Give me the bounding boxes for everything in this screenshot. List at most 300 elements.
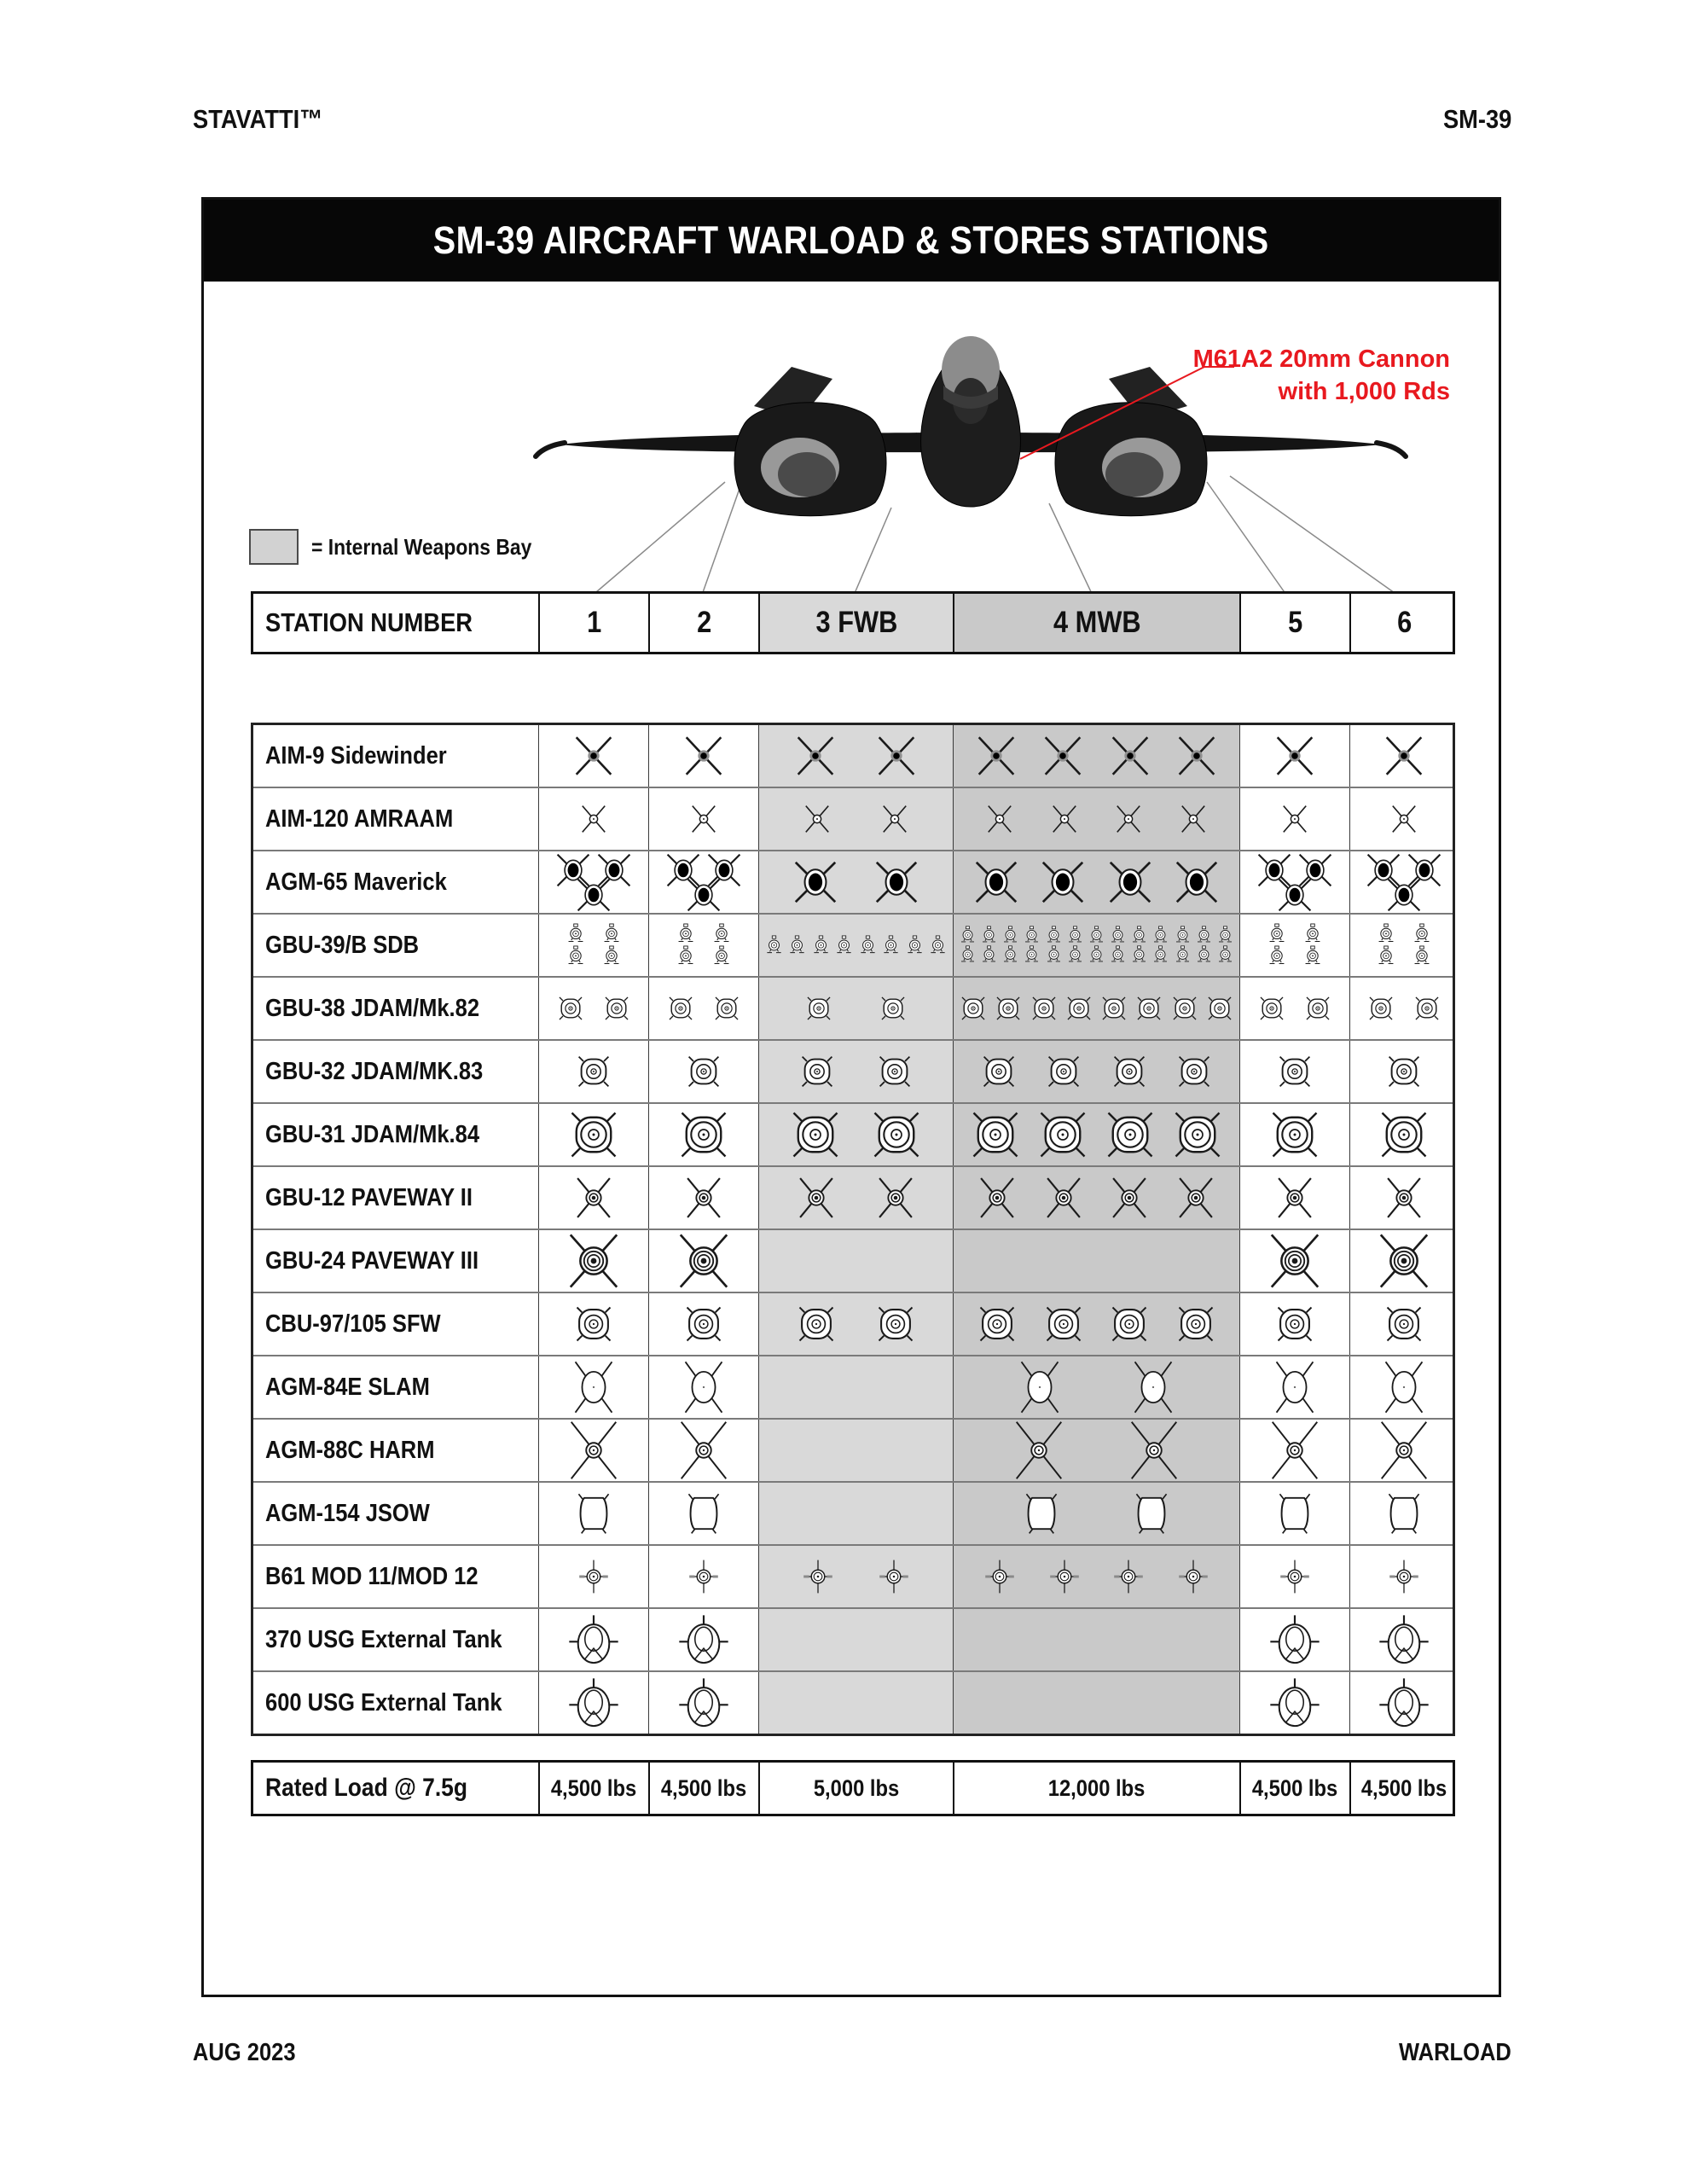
b61-icon (800, 1559, 836, 1594)
stores-cell (1349, 1167, 1458, 1228)
stores-cell (1349, 1483, 1458, 1544)
aim120-icon (685, 800, 722, 838)
gbu12-icon (1106, 1175, 1152, 1221)
stores-cell (648, 1041, 758, 1102)
gbu39-icon (810, 935, 832, 956)
gbu39-icon (1129, 926, 1149, 945)
agm65-icon (1275, 875, 1314, 914)
stores-cell (758, 1167, 953, 1228)
stores-icon-row (539, 945, 648, 967)
stores-icon-row (1240, 1491, 1349, 1536)
gbu39-icon (1151, 926, 1170, 945)
doc-code: SM-39 (1442, 104, 1511, 134)
stores-cell (758, 1546, 953, 1607)
gbu39-icon (1087, 926, 1106, 945)
weapon-label: GBU-38 JDAM/Mk.82 (265, 994, 480, 1022)
aim120-icon (1385, 800, 1423, 838)
weapon-label: AIM-120 AMRAAM (265, 804, 454, 833)
stores-icon-row (1240, 923, 1349, 945)
weapon-label: AGM-65 Maverick (265, 868, 447, 896)
agm88-icon (1265, 1420, 1325, 1480)
stores-cell (1239, 1041, 1349, 1102)
stores-icon-row (539, 731, 648, 781)
gbu39-icon (1065, 945, 1085, 965)
stores-cell (648, 1356, 758, 1418)
stores-cell (758, 851, 953, 913)
stores-icon-row (1350, 1676, 1458, 1729)
cannon-annotation-line1: M61A2 20mm Cannon (1192, 346, 1450, 373)
agm65-icon (684, 875, 723, 914)
stores-cell (1349, 1230, 1458, 1292)
gbu39-icon (958, 926, 977, 945)
gbu39-icon (1108, 945, 1128, 965)
gbu39-icon (927, 935, 948, 956)
stores-cell (1349, 1041, 1458, 1102)
stores-icon-row (539, 1232, 648, 1290)
stores-icon-row (649, 1302, 758, 1346)
tank-icon (1378, 1613, 1430, 1666)
stores-icon-row (1350, 945, 1458, 967)
weapon-label: AIM-9 Sidewinder (265, 741, 447, 770)
stores-icon-row (539, 1491, 648, 1536)
gbu31-icon (1037, 1109, 1088, 1160)
agm154-icon (1273, 1491, 1317, 1536)
stores-cell (648, 788, 758, 850)
stores-cell (648, 725, 758, 787)
gbu32-icon (1109, 1051, 1150, 1092)
stores-cell (1349, 788, 1458, 850)
agm88-icon (564, 1420, 624, 1480)
gbu39-icon (600, 923, 623, 945)
stores-cell (758, 915, 953, 976)
stores-icon-row (954, 1302, 1239, 1346)
stores-icon-row (1240, 731, 1349, 781)
gbu39-icon (1266, 945, 1288, 967)
weapon-label: AGM-154 JSOW (265, 1499, 430, 1527)
stores-cell (538, 788, 648, 850)
stores-icon-row (649, 731, 758, 781)
gbu38-icon (878, 993, 908, 1024)
stores-icon-row (649, 945, 758, 967)
tank-icon (1268, 1676, 1321, 1729)
weapon-label: GBU-31 JDAM/Mk.84 (265, 1120, 480, 1148)
b61-icon (982, 1559, 1018, 1594)
gbu39-icon (1022, 945, 1041, 965)
cbu97-icon (975, 1302, 1019, 1346)
b61-icon (1277, 1559, 1313, 1594)
matrix-row (253, 787, 1453, 850)
gbu12-icon (571, 1175, 617, 1221)
stores-icon-row (649, 1559, 758, 1594)
stores-cell (953, 725, 1239, 787)
stores-cell (538, 1293, 648, 1355)
gbu39-icon (1215, 926, 1235, 945)
weapon-label: 600 USG External Tank (265, 1688, 502, 1716)
stores-cell (538, 1420, 648, 1481)
b61-icon (576, 1559, 612, 1594)
stores-icon-row (539, 1613, 648, 1666)
rated-load-value-2: 4,500 lbs (648, 1763, 758, 1814)
stores-cell (758, 788, 953, 850)
station-col-2: 2 (648, 594, 758, 652)
gbu38-icon (601, 993, 632, 1024)
stores-cell (1239, 788, 1349, 850)
stores-cell (953, 851, 1239, 913)
stores-icon-row (954, 731, 1239, 781)
stores-cell (1239, 1420, 1349, 1481)
agm154-icon (1019, 1491, 1064, 1536)
stores-cell (758, 1609, 953, 1670)
stores-cell (758, 1356, 953, 1418)
stores-icon-row (1350, 1420, 1458, 1480)
stores-icon-row (1350, 1175, 1458, 1221)
aim9-icon (972, 731, 1021, 781)
b61-icon (686, 1559, 722, 1594)
station-number-header: STATION NUMBER (265, 607, 473, 637)
stores-icon-row (954, 993, 1239, 1024)
station-col-1: 1 (538, 594, 648, 652)
stores-cell (538, 1546, 648, 1607)
stores-cell (1349, 851, 1458, 913)
stores-cell (648, 1104, 758, 1165)
weapon-label: GBU-39/B SDB (265, 931, 420, 959)
stores-icon-row (1350, 1359, 1458, 1415)
stores-icon-row (954, 1359, 1239, 1415)
aim120-icon (798, 800, 836, 838)
brand-wordmark: STAVATTI™ (193, 104, 323, 134)
stores-icon-row (1240, 800, 1349, 838)
stores-cell (1349, 1104, 1458, 1165)
stores-icon-row (539, 923, 648, 945)
agm65-icon (972, 857, 1021, 907)
gbu31-icon (678, 1109, 729, 1160)
gbu39-icon (979, 926, 999, 945)
gbu39-icon (1173, 926, 1192, 945)
agm154-icon (571, 1491, 616, 1536)
stores-cell (648, 1483, 758, 1544)
stores-cell (538, 1167, 648, 1228)
gbu39-icon (675, 923, 697, 945)
gbu39-icon (1087, 945, 1106, 965)
stores-cell (1239, 1230, 1349, 1292)
stores-icon-row (539, 1109, 648, 1160)
agm154-icon (682, 1491, 726, 1536)
stores-cell (1239, 1293, 1349, 1355)
gbu39-icon (904, 935, 925, 956)
b61-icon (876, 1559, 912, 1594)
stores-icon-row (954, 1109, 1239, 1160)
rated-load-value-5: 4,500 lbs (1239, 1763, 1349, 1814)
weapon-label: GBU-12 PAVEWAY II (265, 1183, 473, 1211)
stores-cell (538, 915, 648, 976)
gbu39-icon (958, 945, 977, 965)
panel-title-bar (204, 200, 1499, 282)
stores-cell (648, 1293, 758, 1355)
agm65-icon (791, 857, 840, 907)
stores-cell (953, 1483, 1239, 1544)
stores-cell (538, 1483, 648, 1544)
agm65-icon (1384, 875, 1424, 914)
stores-cell (758, 1672, 953, 1734)
cbu97-icon (1382, 1302, 1426, 1346)
tank-icon (1378, 1676, 1430, 1729)
stores-cell (953, 1609, 1239, 1670)
b61-icon (1111, 1559, 1146, 1594)
stores-cell (1239, 915, 1349, 976)
tank-icon (677, 1613, 730, 1666)
gbu38-icon (1169, 993, 1200, 1024)
stores-cell (1239, 1483, 1349, 1544)
gbu32-icon (1274, 1051, 1315, 1092)
agm65-icon (1172, 857, 1221, 907)
stores-icon-row (1350, 923, 1458, 945)
stores-cell (953, 1293, 1239, 1355)
matrix-row (253, 1039, 1453, 1102)
matrix-row (253, 850, 1453, 913)
matrix-row (253, 725, 1453, 787)
gbu12-icon (974, 1175, 1020, 1221)
panel-title: SM-39 AIRCRAFT WARLOAD & STORES STATIONS (433, 218, 1269, 262)
stores-icon-row (649, 1359, 758, 1415)
gbu39-icon (1194, 945, 1214, 965)
gbu38-icon (1302, 993, 1333, 1024)
stores-icon-row (649, 875, 758, 914)
matrix-row (253, 1670, 1453, 1734)
gbu38-icon (1064, 993, 1094, 1024)
gbu39-icon (1001, 926, 1020, 945)
gbu12-icon (873, 1175, 919, 1221)
agm65-icon (1105, 857, 1155, 907)
rated-load-table (251, 1760, 1455, 1816)
stores-cell (953, 1672, 1239, 1734)
b61-icon (1175, 1559, 1211, 1594)
weapon-label: GBU-32 JDAM/MK.83 (265, 1057, 484, 1085)
stores-cell (758, 978, 953, 1039)
matrix-row (253, 1228, 1453, 1292)
stores-icon-row (1350, 1613, 1458, 1666)
gbu32-icon (874, 1051, 915, 1092)
gbu24-icon (565, 1232, 623, 1290)
tank-icon (677, 1676, 730, 1729)
stores-cell (758, 1483, 953, 1544)
gbu38-icon (1256, 993, 1287, 1024)
stores-icon-row (539, 1051, 648, 1092)
aim120-icon (1110, 800, 1147, 838)
matrix-row (253, 1607, 1453, 1670)
gbu38-icon (1366, 993, 1396, 1024)
gbu39-icon (1151, 945, 1170, 965)
gbu31-icon (790, 1109, 841, 1160)
stores-icon-row (1350, 1109, 1458, 1160)
cbu97-icon (1041, 1302, 1086, 1346)
stores-icon-row (1350, 1302, 1458, 1346)
gbu12-icon (1041, 1175, 1087, 1221)
gbu38-icon (1029, 993, 1059, 1024)
agm65-icon (1038, 857, 1088, 907)
gbu38-icon (1204, 993, 1235, 1024)
internal-bay-legend (249, 529, 562, 565)
stores-cell (953, 1041, 1239, 1102)
matrix-row (253, 976, 1453, 1039)
stores-icon-row (1240, 875, 1349, 914)
gbu39-icon (1044, 926, 1064, 945)
gbu12-icon (1381, 1175, 1427, 1221)
rated-load-value-4: 12,000 lbs (953, 1763, 1239, 1814)
stores-icon-row (1350, 1051, 1458, 1092)
stores-cell (1349, 1293, 1458, 1355)
stores-cell (538, 851, 648, 913)
gbu39-icon (1411, 923, 1433, 945)
stores-icon-row (954, 1051, 1239, 1092)
stores-cell (1239, 1609, 1349, 1670)
rated-load-label: Rated Load @ 7.5g (265, 1774, 467, 1802)
gbu31-icon (1378, 1109, 1430, 1160)
stores-cell (538, 1104, 648, 1165)
footer-date: AUG 2023 (193, 2039, 296, 2066)
gbu39-icon (1194, 926, 1214, 945)
matrix-row (253, 1544, 1453, 1607)
stores-icon-row (649, 1051, 758, 1092)
aim9-icon (872, 731, 921, 781)
matrix-row (253, 913, 1453, 976)
stores-icon-row (759, 1175, 953, 1221)
gbu39-icon (880, 935, 902, 956)
gbu39-icon (1022, 926, 1041, 945)
stores-icon-row (649, 1491, 758, 1536)
gbu38-icon (711, 993, 742, 1024)
gbu39-icon (1129, 945, 1149, 965)
gbu12-icon (681, 1175, 727, 1221)
gbu39-icon (1375, 923, 1397, 945)
stores-cell (953, 978, 1239, 1039)
gbu39-icon (565, 923, 587, 945)
gbu32-icon (797, 1051, 838, 1092)
stores-cell (538, 978, 648, 1039)
stores-icon-row (539, 1559, 648, 1594)
cbu97-icon (571, 1302, 616, 1346)
agm84-icon (1267, 1359, 1323, 1415)
stores-cell (1239, 1546, 1349, 1607)
stores-cell (758, 1041, 953, 1102)
cbu97-icon (794, 1302, 838, 1346)
stores-cell (648, 915, 758, 976)
stores-cell (538, 725, 648, 787)
stores-icon-row (1240, 1559, 1349, 1594)
b61-icon (1386, 1559, 1422, 1594)
stores-cell (1349, 978, 1458, 1039)
gbu39-icon (979, 945, 999, 965)
agm88-icon (674, 1420, 734, 1480)
cbu97-icon (873, 1302, 918, 1346)
stores-icon-row (649, 923, 758, 945)
gbu39-icon (711, 945, 733, 967)
stores-icon-row (649, 1676, 758, 1729)
stores-icon-row (1240, 1420, 1349, 1480)
stores-cell (1349, 1609, 1458, 1670)
gbu38-icon (665, 993, 696, 1024)
aim9-icon (1379, 731, 1429, 781)
aim120-icon (876, 800, 914, 838)
stores-cell (538, 1356, 648, 1418)
stores-icon-row (954, 945, 1239, 965)
matrix-row (253, 1481, 1453, 1544)
agm84-icon (1125, 1359, 1181, 1415)
stores-icon-row (1240, 1109, 1349, 1160)
stores-icon-row (1240, 1613, 1349, 1666)
stores-cell (953, 1230, 1239, 1292)
agm84-icon (1012, 1359, 1068, 1415)
stores-icon-row (649, 1109, 758, 1160)
gbu31-icon (871, 1109, 922, 1160)
stores-cell (1239, 1167, 1349, 1228)
gbu31-icon (1269, 1109, 1320, 1160)
stores-cell (758, 1420, 953, 1481)
stores-icon-row (1350, 875, 1458, 914)
gbu12-icon (1173, 1175, 1219, 1221)
stores-cell (953, 1104, 1239, 1165)
gbu38-icon (993, 993, 1024, 1024)
stores-icon-row (539, 875, 648, 914)
stores-icon-row (759, 1302, 953, 1346)
gbu32-icon (573, 1051, 614, 1092)
stores-cell (953, 915, 1239, 976)
station-col-3: 3 FWB (758, 594, 953, 652)
stores-icon-row (1240, 945, 1349, 967)
gbu39-icon (786, 935, 808, 956)
stores-icon-row (759, 731, 953, 781)
gbu24-icon (675, 1232, 733, 1290)
gbu39-icon (857, 935, 879, 956)
stores-icon-row (954, 926, 1239, 945)
stores-icon-row (954, 1491, 1239, 1536)
stores-cell (758, 1293, 953, 1355)
footer-section: WARLOAD (1399, 2039, 1511, 2066)
stores-icon-row (759, 935, 953, 956)
agm84-icon (676, 1359, 732, 1415)
gbu32-icon (1043, 1051, 1084, 1092)
stores-icon-row (954, 857, 1239, 907)
stores-icon-row (539, 1420, 648, 1480)
gbu39-icon (675, 945, 697, 967)
stores-cell (538, 1609, 648, 1670)
aim9-icon (1270, 731, 1320, 781)
matrix-row (253, 1418, 1453, 1481)
stores-icon-row (539, 1302, 648, 1346)
legend-swatch (249, 529, 299, 565)
tank-icon (567, 1676, 620, 1729)
stores-cell (1239, 1672, 1349, 1734)
aim120-icon (1175, 800, 1212, 838)
aim120-icon (981, 800, 1018, 838)
gbu24-icon (1266, 1232, 1324, 1290)
gbu39-icon (565, 945, 587, 967)
warload-matrix (251, 723, 1455, 1736)
stores-icon-row (649, 1613, 758, 1666)
stores-cell (538, 1672, 648, 1734)
station-col-5: 5 (1239, 594, 1349, 652)
cbu97-icon (1107, 1302, 1151, 1346)
stores-cell (538, 1230, 648, 1292)
stores-cell (648, 978, 758, 1039)
stores-cell (648, 1609, 758, 1670)
stores-icon-row (1240, 1051, 1349, 1092)
agm88-icon (1009, 1420, 1069, 1480)
weapon-label: B61 MOD 11/MOD 12 (265, 1562, 479, 1590)
stores-icon-row (1240, 1232, 1349, 1290)
agm88-icon (1124, 1420, 1184, 1480)
aim120-icon (575, 800, 612, 838)
stores-icon-row (539, 993, 648, 1024)
